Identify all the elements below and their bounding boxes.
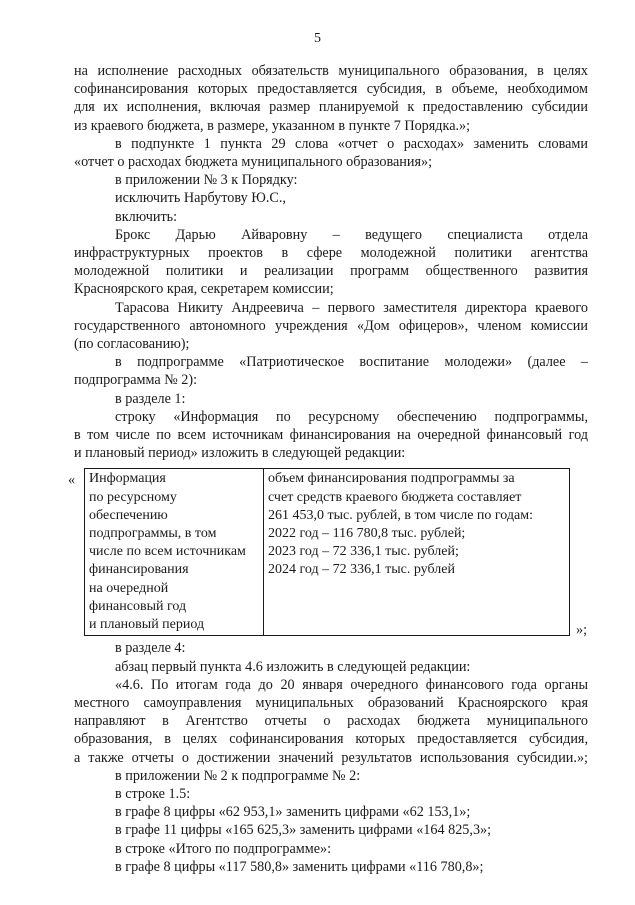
- text-line: в строке «Итого по подпрограмме»:: [115, 840, 332, 857]
- cell-line: по ресурсному: [89, 489, 177, 505]
- text-line: в разделе 1:: [115, 390, 186, 407]
- text-line: из краевого бюджета, в размере, указанном в пункте 7 Порядка.»;: [74, 117, 471, 134]
- paragraphs-after-table: [74, 639, 588, 876]
- text-line: в том числе по всем источникам финансирования на очередной финансовый год: [74, 427, 588, 444]
- cell-line: и плановый период: [89, 617, 205, 633]
- text-line: в подпрограмме «Патриотическое воспитание молодежи» (далее –: [115, 354, 588, 371]
- text-line: строку «Информация по ресурсному обеспечению подпрограммы,: [115, 408, 588, 425]
- text-line: подпрограмма № 2):: [74, 372, 198, 389]
- opening-quote-mark: «: [68, 472, 76, 489]
- text-line: и плановый период» изложить в следующей редакции:: [74, 445, 406, 462]
- text-line: в разделе 4:: [115, 640, 186, 657]
- closing-quote-mark: »;: [576, 622, 588, 639]
- text-line: для их исполнения, включая размер планируемой к предоставлению субсидии: [74, 99, 588, 116]
- text-line: в графе 11 цифры «165 625,3» заменить цифрами «164 825,3»;: [115, 822, 492, 839]
- text-line: «4.6. По итогам года до 20 января очередного финансового года органы: [115, 676, 588, 693]
- text-line: в строке 1.5:: [115, 785, 191, 802]
- text-line: абзац первый пункта 4.6 изложить в следующей редакции:: [115, 658, 471, 675]
- cell-line: обеспечению: [89, 507, 168, 523]
- document-body: [68, 62, 588, 876]
- text-line: Тарасова Никиту Андреевича – первого заместителя директора краевого: [115, 299, 588, 316]
- text-line: на исполнение расходных обязательств муниципального образования, в целях: [74, 63, 588, 79]
- text-line: молодежной политики и реализации программ общественного развития: [74, 263, 588, 280]
- text-line: направляют в Агентство отчеты о расходах бюджета муниципального: [74, 713, 588, 730]
- page-number: 5: [314, 31, 321, 46]
- text-line: Брокс Дарью Айваровну – ведущего специалиста отдела: [115, 226, 588, 243]
- text-line: Красноярского края, секретарем комиссии;: [74, 281, 334, 298]
- cell-line: счет средств краевого бюджета составляет: [268, 489, 522, 505]
- cell-line: объем финансирования подпрограммы за: [268, 471, 515, 487]
- resource-info-table: [84, 468, 570, 636]
- table-cell-label: [85, 469, 264, 636]
- cell-line: Информация: [89, 471, 166, 487]
- text-line: образования, в целях софинансирования которых предоставляется субсидия,: [74, 731, 588, 748]
- cell-line: 2023 год – 72 336,1 тыс. рублей;: [268, 544, 459, 560]
- text-line: (по согласованию);: [74, 336, 190, 353]
- cell-line: 2024 год – 72 336,1 тыс. рублей: [268, 562, 455, 578]
- paragraphs-before-table: [74, 62, 588, 462]
- cell-line: подпрограммы, в том: [89, 526, 217, 542]
- cell-line: на очередной: [89, 580, 169, 596]
- table-row: [85, 469, 570, 636]
- cell-line: 261 453,0 тыс. рублей, в том числе по годам:: [268, 507, 533, 523]
- text-line: местного самоуправления муниципальных образований Красноярского края: [74, 694, 588, 711]
- text-line: исключить Нарбутову Ю.С.,: [115, 190, 286, 207]
- table-cell-value: [264, 469, 570, 636]
- text-line: государственного автономного учреждения «Дом офицеров», членом комиссии: [74, 317, 588, 334]
- text-line: «отчет о расходах бюджета муниципального образования»;: [74, 154, 433, 171]
- cell-line: финансовый год: [89, 598, 187, 614]
- text-line: в графе 8 цифры «117 580,8» заменить цифрами «116 780,8»;: [115, 858, 484, 875]
- text-line: в приложении № 2 к подпрограмме № 2:: [115, 767, 361, 784]
- cell-line: 2022 год – 116 780,8 тыс. рублей;: [268, 526, 466, 542]
- text-line: софинансирования которых предоставляется субсидия, в объеме, необходимом: [74, 81, 588, 98]
- cell-line: финансирования: [89, 562, 189, 578]
- text-line: а также отчеты о достижении значений результатов использования субсидии.»;: [74, 749, 588, 766]
- quoted-table-block: [68, 468, 588, 639]
- text-line: инфраструктурных проектов в сфере молодежной политики агентства: [74, 245, 588, 262]
- text-line: в подпункте 1 пункта 29 слова «отчет о расходах» заменить словами: [115, 135, 588, 152]
- text-line: включить:: [115, 208, 178, 225]
- text-line: в графе 8 цифры «62 953,1» заменить цифрами «62 153,1»;: [115, 804, 471, 821]
- text-line: в приложении № 3 к Порядку:: [115, 172, 298, 189]
- cell-line: числе по всем источникам: [89, 544, 246, 560]
